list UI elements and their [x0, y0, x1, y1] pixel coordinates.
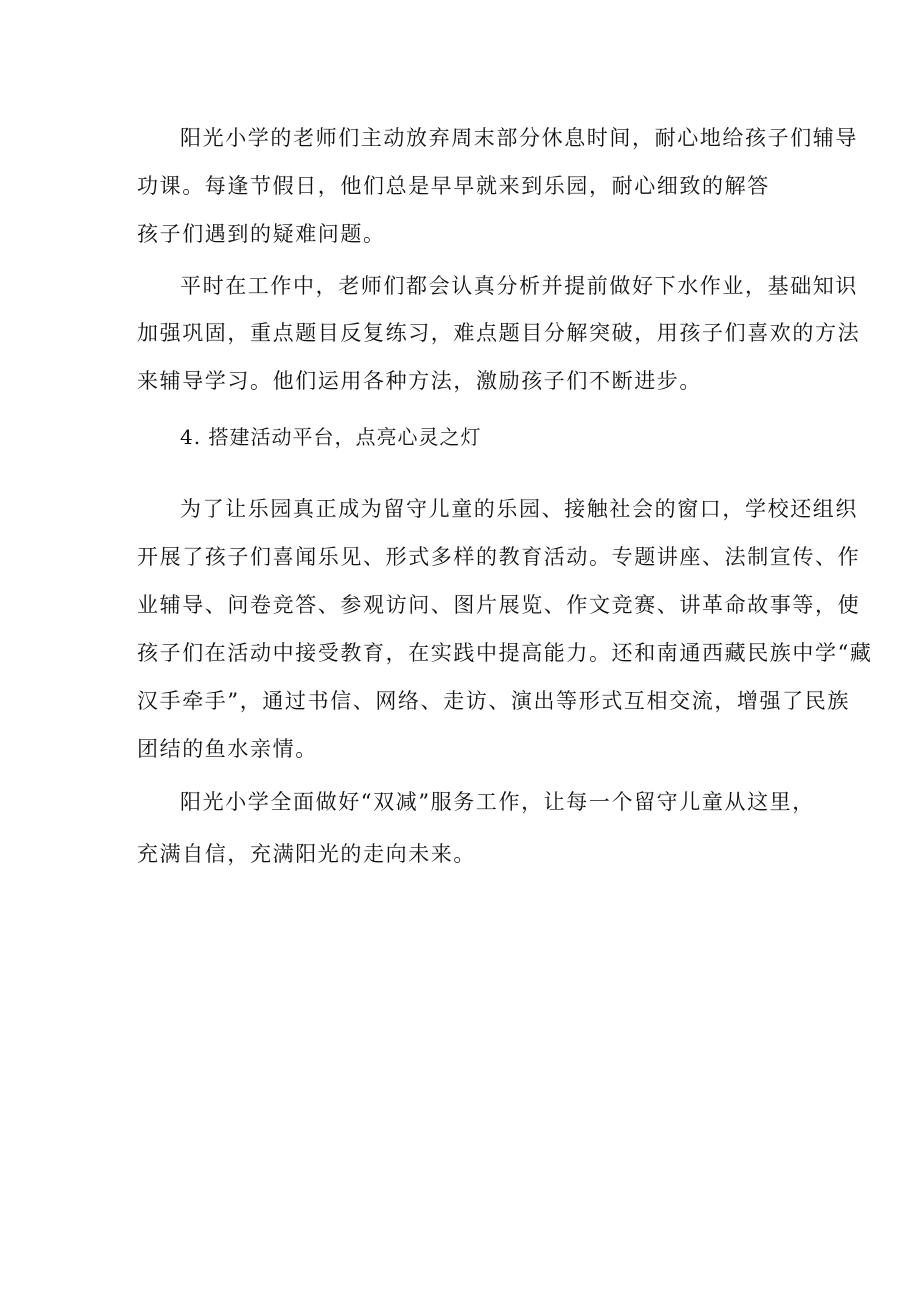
paragraph-4-line-2: 充满自信，充满阳光的走向未来。	[137, 842, 476, 866]
paragraph-2-line-2: 加强巩固，重点题目反复练习，难点题目分解突破，用孩子们喜欢的方法	[137, 321, 861, 345]
paragraph-4-line-1: 阳光小学全面做好“双减”服务工作，让每一个留守儿童从这里，	[180, 790, 815, 814]
paragraph-3-line-6: 团结的鱼水亲情。	[137, 737, 318, 761]
paragraph-1-line-1: 阳光小学的老师们主动放弃周末部分休息时间，耐心地给孩子们辅导	[180, 126, 858, 150]
paragraph-3-line-4: 孩子们在活动中接受教育，在实践中提高能力。还和南通西藏民族中学“藏	[137, 641, 873, 665]
paragraph-3-line-2: 开展了孩子们喜闻乐见、形式多样的教育活动。专题讲座、法制宣传、作	[137, 545, 861, 569]
paragraph-2-line-1: 平时在工作中，老师们都会认真分析并提前做好下水作业，基础知识	[180, 274, 858, 298]
paragraph-2-line-3: 来辅导学习。他们运用各种方法，激励孩子们不断进步。	[137, 369, 702, 393]
section-heading: 4. 搭建活动平台，点亮心灵之灯	[180, 425, 482, 449]
paragraph-3-line-5: 汉手牵手”，通过书信、网络、走访、演出等形式互相交流，增强了民族	[137, 689, 850, 713]
paragraph-1-line-3: 孩子们遇到的疑难问题。	[137, 222, 386, 246]
paragraph-1-line-2: 功课。每逢节假日，他们总是早早就来到乐园，耐心细致的解答	[137, 174, 770, 198]
paragraph-3-line-1: 为了让乐园真正成为留守儿童的乐园、接触社会的窗口，学校还组织	[180, 497, 858, 521]
paragraph-3-line-3: 业辅导、问卷竞答、参观访问、图片展览、作文竞赛、讲革命故事等，使	[137, 593, 861, 617]
